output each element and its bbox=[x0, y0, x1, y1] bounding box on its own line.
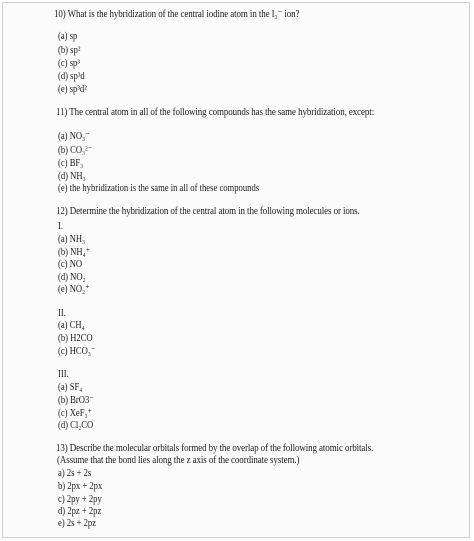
q12-part3-option-a: (a) SF₄ bbox=[58, 382, 83, 393]
q10-option-d: (d) sp³d bbox=[58, 71, 85, 82]
q13-option-e: e) 2s + 2pz bbox=[58, 518, 97, 529]
q13-option-c: c) 2py + 2py bbox=[58, 494, 102, 505]
q12-part3-option-d: (d) Cl₂CO bbox=[58, 420, 94, 431]
q12-part1-option-a: (a) NH₃ bbox=[58, 234, 86, 245]
q13-option-a: a) 2s + 2s bbox=[58, 468, 92, 479]
q10-option-e: (e) sp³d² bbox=[58, 84, 87, 95]
question-13-stem-line-1: 13) Describe the molecular orbitals formed by the overlap of the following atomic orbitals. bbox=[56, 443, 374, 454]
question-13-stem-line-2: (Assume that the bond lies along the z axis of the coordinate system.) bbox=[57, 455, 300, 466]
q12-part1-option-c: (c) NO bbox=[58, 259, 83, 270]
q12-part2-option-b: (b) H2CO bbox=[58, 333, 93, 344]
q12-part1-option-d: (d) NO₂ bbox=[58, 272, 86, 283]
q10-option-a: (a) sp bbox=[58, 31, 78, 42]
q13-option-b: b) 2px + 2px bbox=[58, 481, 103, 492]
q12-part-3-label: III. bbox=[58, 369, 69, 380]
question-11-stem: 11) The central atom in all of the following compounds has the same hybridization, except: bbox=[56, 107, 375, 118]
q11-option-d: (d) NH₃ bbox=[58, 171, 86, 182]
q12-part-2-label: II. bbox=[58, 308, 66, 319]
q12-part3-option-c: (c) XeF₃⁺ bbox=[58, 408, 93, 419]
q11-option-c: (c) BF₃ bbox=[58, 158, 84, 169]
q11-option-b: (b) CO₃²⁻ bbox=[58, 145, 93, 156]
q12-part2-option-a: (a) CH₄ bbox=[58, 320, 85, 331]
q11-option-e: (e) the hybridization is the same in all of these compounds bbox=[58, 183, 260, 194]
q10-option-b: (b) sp² bbox=[58, 45, 81, 56]
question-10-stem: 10) What is the hybridization of the central iodine atom in the I₃⁻ ion? bbox=[54, 9, 300, 20]
q12-part-1-label: I. bbox=[58, 221, 64, 232]
q13-option-d: d) 2pz + 2pz bbox=[58, 506, 102, 517]
q10-option-c: (c) sp³ bbox=[58, 58, 80, 69]
q12-part3-option-b: (b) BrO3⁻ bbox=[58, 395, 94, 406]
question-12-stem: 12) Determine the hybridization of the central atom in the following molecules or ions. bbox=[56, 206, 360, 217]
q12-part1-option-e: (e) NO₂⁺ bbox=[58, 284, 90, 295]
q12-part1-option-b: (b) NH₄⁺ bbox=[58, 247, 91, 258]
q11-option-a: (a) NO₃⁻ bbox=[58, 131, 90, 142]
q12-part2-option-c: (c) HCO₃⁻ bbox=[58, 346, 96, 357]
